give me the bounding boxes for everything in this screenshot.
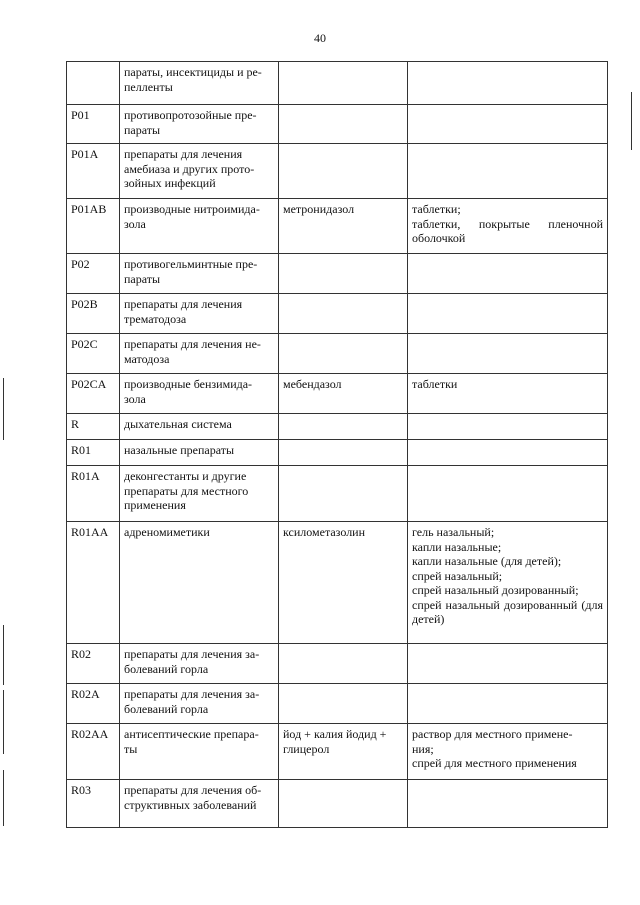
text-line: таблетки, покрытые пленочной оболочкой [412, 216, 603, 245]
dosage-form-cell [408, 105, 608, 144]
text-line: метронидазол [283, 202, 355, 216]
atc-code-cell [67, 780, 120, 828]
margin-mark [3, 770, 4, 826]
drug-name-cell [279, 62, 408, 105]
drug-name-cell [279, 724, 408, 780]
text-line: глицерол [283, 741, 330, 756]
drug-name-cell [279, 522, 408, 644]
atc-group-name-cell [120, 374, 279, 414]
text-line: R02A [71, 687, 100, 701]
atc-code-cell [67, 644, 120, 684]
table-row [67, 440, 608, 466]
text-line: спрей назальный дозированный; [412, 583, 579, 597]
atc-group-name-cell [120, 414, 279, 440]
dosage-form-cell [408, 62, 608, 105]
text-line: производные нитроимида- [124, 202, 260, 216]
text-line: препараты для лечения не- [124, 337, 261, 351]
atc-code-cell [67, 414, 120, 440]
atc-code-cell [67, 466, 120, 522]
margin-mark [631, 92, 632, 150]
text-line: зойных инфекций [124, 176, 216, 190]
atc-code-cell [67, 62, 120, 105]
text-line: зола [124, 391, 146, 406]
text-line: капли назальные; [412, 539, 502, 554]
drug-name-cell [279, 440, 408, 466]
text-line: спрей для местного применения [412, 756, 577, 770]
text-line: R01A [71, 469, 100, 483]
text-line: назальные препараты [124, 443, 235, 457]
atc-group-name-cell [120, 724, 279, 780]
atc-group-name-cell [120, 780, 279, 828]
atc-code-cell [67, 254, 120, 294]
table-row [67, 374, 608, 414]
text-line: матодоза [124, 351, 170, 366]
dosage-form-cell [408, 414, 608, 440]
atc-group-name-cell [120, 684, 279, 724]
atc-code-cell [67, 374, 120, 414]
text-line: R01 [71, 443, 92, 457]
atc-group-name-cell [120, 254, 279, 294]
text-line: P02B [71, 297, 98, 311]
dosage-form-cell [408, 684, 608, 724]
table-row [67, 780, 608, 828]
margin-mark [3, 378, 4, 440]
dosage-form-cell [408, 254, 608, 294]
text-line: болеваний горла [124, 701, 209, 716]
text-line: препараты для местного [124, 483, 249, 498]
dosage-form-cell [408, 199, 608, 254]
text-line: раствор для местного примене- [412, 727, 573, 741]
dosage-form-cell [408, 644, 608, 684]
text-line: таблетки [412, 377, 458, 391]
drug-name-cell [279, 466, 408, 522]
table-row [67, 522, 608, 644]
atc-group-name-cell [120, 144, 279, 199]
text-line: мебендазол [283, 377, 342, 391]
table-row [67, 144, 608, 199]
atc-code-cell [67, 294, 120, 334]
drug-name-cell [279, 780, 408, 828]
text-line: йод + калия йодид + [283, 727, 387, 741]
text-line: гель назальный; [412, 525, 495, 539]
drug-name-cell [279, 334, 408, 374]
atc-code-cell [67, 144, 120, 199]
text-line: R02AA [71, 727, 109, 741]
text-line: параты [124, 122, 161, 137]
text-line: R02 [71, 647, 92, 661]
atc-code-cell [67, 522, 120, 644]
table-row [67, 414, 608, 440]
drug-name-cell [279, 105, 408, 144]
text-line: препараты для лечения об- [124, 783, 262, 797]
text-line: трематодоза [124, 311, 187, 326]
text-line: препараты для лечения за- [124, 647, 260, 661]
text-line: болеваний горла [124, 661, 209, 676]
text-line: препараты для лечения [124, 297, 243, 311]
atc-code-cell [67, 105, 120, 144]
text-line: P01A [71, 147, 99, 161]
atc-group-name-cell [120, 105, 279, 144]
text-line: спрей назальный; [412, 568, 503, 583]
atc-group-name-cell [120, 334, 279, 374]
table-row [67, 294, 608, 334]
dosage-form-cell [408, 440, 608, 466]
text-line: P02 [71, 257, 90, 271]
text-line: P01AB [71, 202, 107, 216]
text-line: ксилометазолин [283, 525, 366, 539]
table-row [67, 466, 608, 522]
atc-group-name-cell [120, 199, 279, 254]
dosage-form-cell [408, 334, 608, 374]
text-line: противогельминтные пре- [124, 257, 258, 271]
atc-group-name-cell [120, 294, 279, 334]
text-line: параты [124, 271, 161, 286]
text-line: зола [124, 216, 146, 231]
dosage-form-cell [408, 374, 608, 414]
text-line: дыхательная система [124, 417, 232, 431]
table-row [67, 254, 608, 294]
dosage-form-cell [408, 780, 608, 828]
table-row [67, 724, 608, 780]
text-line: спрей назальный дозированный (для детей) [412, 597, 603, 626]
table-row [67, 644, 608, 684]
text-line: R01AA [71, 525, 109, 539]
dosage-form-cell [408, 144, 608, 199]
atc-group-name-cell [120, 466, 279, 522]
table-row [67, 684, 608, 724]
text-line: P02C [71, 337, 98, 351]
table-row [67, 105, 608, 144]
text-line: P02CA [71, 377, 107, 391]
drug-name-cell [279, 684, 408, 724]
dosage-form-cell [408, 522, 608, 644]
atc-group-name-cell [120, 440, 279, 466]
margin-mark [3, 690, 4, 754]
atc-group-name-cell [120, 522, 279, 644]
drug-name-cell [279, 644, 408, 684]
table-row [67, 334, 608, 374]
page-number: 40 [314, 31, 326, 45]
atc-group-name-cell [120, 644, 279, 684]
text-line: ния; [412, 741, 434, 756]
atc-code-cell [67, 199, 120, 254]
text-line: P01 [71, 108, 90, 122]
drug-name-cell [279, 144, 408, 199]
drug-name-cell [279, 294, 408, 334]
text-line: капли назальные (для детей); [412, 554, 562, 568]
text-line: применения [124, 498, 186, 512]
margin-mark [3, 625, 4, 685]
drug-name-cell [279, 374, 408, 414]
atc-code-cell [67, 684, 120, 724]
text-line: пелленты [124, 79, 173, 94]
atc-code-cell [67, 440, 120, 466]
dosage-form-cell [408, 724, 608, 780]
text-line: препараты для лечения [124, 147, 243, 161]
dosage-form-cell [408, 294, 608, 334]
text-line: амебиаза и других прото- [124, 161, 255, 176]
text-line: ты [124, 741, 138, 756]
dosage-form-cell [408, 466, 608, 522]
text-line: адреномиметики [124, 525, 210, 539]
drug-name-cell [279, 199, 408, 254]
atc-group-name-cell [120, 62, 279, 105]
table-row [67, 62, 608, 105]
table-row [67, 199, 608, 254]
text-line: производные бензимида- [124, 377, 253, 391]
atc-code-cell [67, 724, 120, 780]
drug-table [66, 61, 608, 828]
text-line: R03 [71, 783, 92, 797]
table-body [67, 62, 608, 828]
text-line: структивных заболеваний [124, 797, 257, 812]
text-line: деконгестанты и другие [124, 469, 247, 483]
atc-code-cell [67, 334, 120, 374]
text-line: антисептические препара- [124, 727, 259, 741]
text-line: таблетки; [412, 202, 461, 216]
drug-name-cell [279, 414, 408, 440]
text-line: противопротозойные пре- [124, 108, 257, 122]
text-line: препараты для лечения за- [124, 687, 260, 701]
text-line: R [71, 417, 80, 431]
drug-name-cell [279, 254, 408, 294]
text-line: параты, инсектициды и ре- [124, 65, 262, 79]
